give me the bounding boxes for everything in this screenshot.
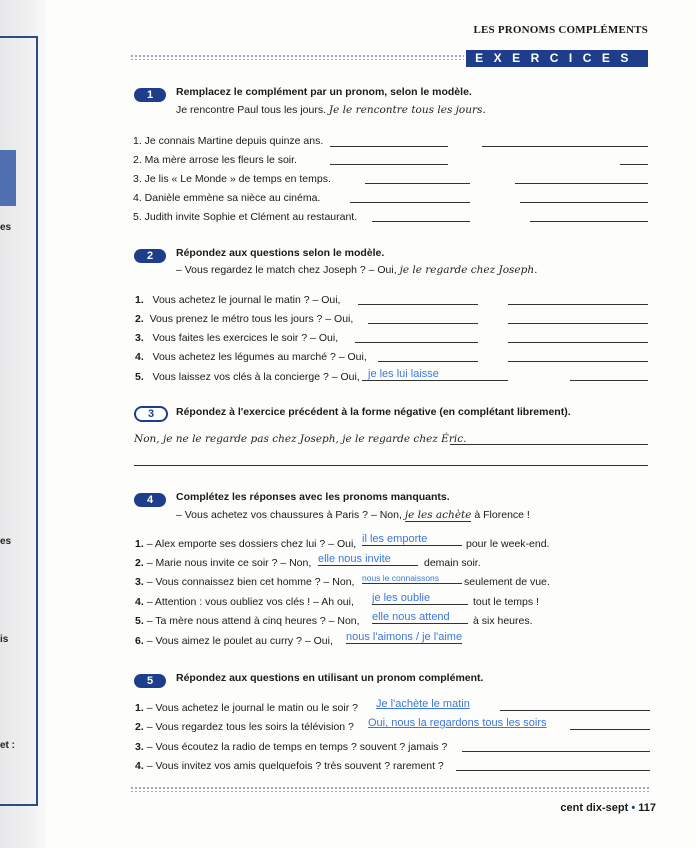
exercise-1-badge: 1: [134, 88, 166, 102]
exercise-4-model: – Vous achetez vos chaussures à Paris ? – Non, je les achète à Florence !: [176, 509, 530, 521]
left-page-blue-block: [0, 150, 16, 206]
answer-blank[interactable]: [508, 361, 648, 362]
handwritten-answer[interactable]: je les lui laisse: [368, 368, 439, 380]
answer-blank[interactable]: [372, 221, 470, 222]
handwritten-answer[interactable]: elle nous invite: [318, 553, 418, 566]
margin-label: is: [0, 634, 9, 645]
answer-blank[interactable]: [515, 183, 648, 184]
exercise-2-item: 2. Vous prenez le métro tous les jours ? – Oui,: [135, 313, 354, 325]
answer-blank[interactable]: [378, 361, 478, 362]
exercise-5-item: 2. – Vous regardez tous les soirs la télévision ?: [135, 721, 354, 733]
answer-blank[interactable]: [362, 380, 508, 381]
chapter-title: LES PRONOMS COMPLÉMENTS: [473, 24, 648, 36]
exercise-1-instruction: Remplacez le complément par un pronom, selon le modèle.: [176, 86, 472, 98]
exercise-2-item: 5. Vous laissez vos clés à la concierge ? – Oui,: [135, 371, 360, 383]
handwritten-answer[interactable]: elle nous attend: [372, 611, 468, 624]
answer-blank[interactable]: [358, 304, 478, 305]
handwritten-answer[interactable]: Oui, nous la regardons tous les soirs: [368, 717, 547, 729]
exercise-2-item: 1. Vous achetez le journal le matin ? – Oui,: [135, 294, 341, 306]
answer-blank[interactable]: [330, 146, 448, 147]
answer-blank[interactable]: [570, 729, 650, 730]
exercise-4-item-end: tout le temps !: [473, 596, 539, 608]
model-answer-handwritten: je le regarde chez Joseph.: [399, 264, 538, 276]
answer-blank[interactable]: [365, 183, 470, 184]
exercise-4-item-end: pour le week-end.: [466, 538, 550, 550]
exercise-2-item: 4. Vous achetez les légumes au marché ? – Oui,: [135, 351, 367, 363]
answer-blank[interactable]: [620, 164, 648, 165]
exercise-1-item: 4. Danièle emmène sa nièce au cinéma.: [133, 192, 321, 204]
exercise-1-item: 5. Judith invite Sophie et Clément au restaurant.: [133, 211, 358, 223]
answer-blank[interactable]: [368, 323, 478, 324]
exercise-4-item-end: demain soir.: [424, 557, 481, 569]
answer-blank[interactable]: [508, 323, 648, 324]
answer-blank[interactable]: [134, 465, 648, 466]
exercise-5-badge: 5: [134, 674, 166, 688]
exercise-4-item: 1. – Alex emporte ses dossiers chez lui ? – Oui,: [135, 538, 357, 550]
exercise-5-item: 1. – Vous achetez le journal le matin ou le soir ?: [135, 702, 358, 714]
exercise-3-model-answer: Non, je ne le regarde pas chez Joseph, je le regarde chez Éric.: [134, 433, 467, 445]
answer-blank[interactable]: [520, 202, 648, 203]
margin-label: es: [0, 222, 12, 233]
answer-blank[interactable]: [482, 146, 648, 147]
answer-blank[interactable]: [508, 342, 648, 343]
answer-blank[interactable]: [508, 304, 648, 305]
dotted-rule: [130, 54, 464, 60]
exercise-2-item: 3. Vous faites les exercices le soir ? – Oui,: [135, 332, 339, 344]
exercise-4-badge: 4: [134, 493, 166, 507]
exercise-4-item-end: à six heures.: [473, 615, 533, 627]
exercise-2-model: – Vous regardez le match chez Joseph ? – Oui, je le regarde chez Joseph.: [176, 264, 538, 276]
exercise-5-instruction: Répondez aux questions en utilisant un pronom complément.: [176, 672, 484, 684]
model-answer-handwritten: Je le rencontre tous les jours.: [328, 104, 486, 116]
exercise-4-item: 3. – Vous connaissez bien cet homme ? – Non,: [135, 576, 355, 588]
exercise-1-item: 3. Je lis « Le Monde » de temps en temps.: [133, 173, 331, 185]
margin-label: es: [0, 536, 12, 547]
answer-blank[interactable]: [500, 710, 650, 711]
margin-label: et :: [0, 740, 15, 751]
exercise-4-instruction: Complétez les réponses avec les pronoms manquants.: [176, 491, 450, 503]
handwritten-answer[interactable]: nous le connaissons: [362, 573, 462, 584]
model-answer-handwritten: je les achète: [404, 509, 472, 521]
page-number: 117: [638, 802, 656, 814]
exercices-band: EXERCICES: [466, 50, 648, 67]
handwritten-answer[interactable]: je les oublie: [372, 592, 468, 605]
exercise-2-instruction: Répondez aux questions selon le modèle.: [176, 247, 385, 259]
exercise-4-item-end: seulement de vue.: [464, 576, 550, 588]
exercise-2-badge: 2: [134, 249, 166, 263]
handwritten-answer[interactable]: Je l'achète le matin: [376, 698, 470, 710]
answer-blank[interactable]: [450, 444, 648, 445]
exercise-5-item: 3. – Vous écoutez la radio de temps en temps ? souvent ? jamais ?: [135, 741, 448, 753]
page-number-words: cent dix-sept: [560, 802, 629, 814]
exercise-3-instruction: Répondez à l'exercice précédent à la forme négative (en complétant librement).: [176, 406, 571, 418]
exercise-4-item: 4. – Attention : vous oubliez vos clés ! – Ah oui,: [135, 596, 354, 608]
exercise-1-item: 1. Je connais Martine depuis quinze ans.: [133, 135, 324, 147]
answer-blank[interactable]: [530, 221, 648, 222]
answer-blank[interactable]: [570, 380, 648, 381]
answer-blank[interactable]: [462, 751, 650, 752]
answer-blank[interactable]: [355, 342, 478, 343]
answer-blank[interactable]: [350, 202, 470, 203]
exercise-1-item: 2. Ma mère arrose les fleurs le soir.: [133, 154, 297, 166]
handwritten-answer[interactable]: il les emporte: [362, 533, 462, 546]
exercise-4-item: 6. – Vous aimez le poulet au curry ? – Oui,: [135, 635, 333, 647]
exercise-1-model: Je rencontre Paul tous les jours. Je le rencontre tous les jours.: [176, 104, 486, 116]
answer-blank[interactable]: [456, 770, 650, 771]
exercise-4-item: 2. – Marie nous invite ce soir ? – Non,: [135, 557, 312, 569]
page-footer: [560, 802, 656, 814]
footer-bullet: •: [631, 802, 636, 814]
exercise-5-item: 4. – Vous invitez vos amis quelquefois ? très souvent ? rarement ?: [135, 760, 444, 772]
handwritten-answer[interactable]: nous l'aimons / je l'aime: [346, 631, 463, 643]
exercise-3-badge: 3: [134, 406, 168, 422]
answer-blank[interactable]: [330, 164, 448, 165]
exercise-4-item: 5. – Ta mère nous attend à cinq heures ? – Non,: [135, 615, 360, 627]
dotted-rule: [130, 786, 650, 792]
